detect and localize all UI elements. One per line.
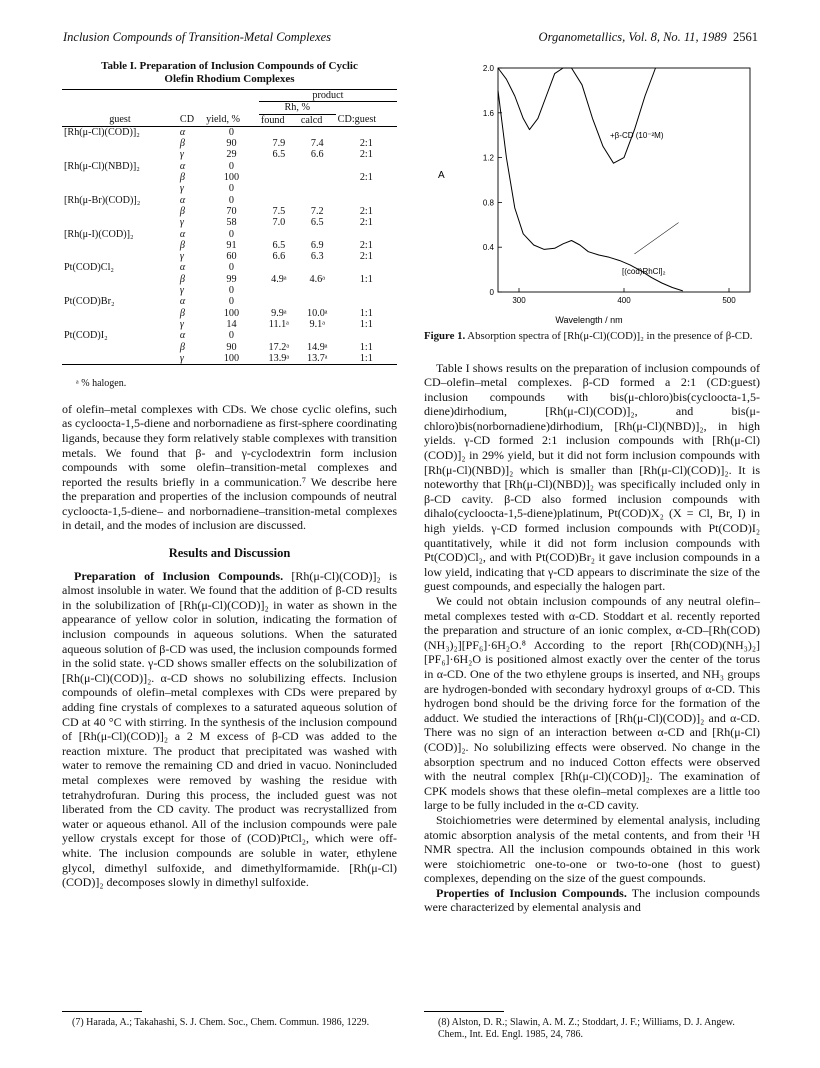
table-cell-calcd: 10.0ᵃ: [306, 307, 328, 319]
table-row: [62, 240, 397, 251]
table-cell-ratio: 2:1: [359, 205, 373, 217]
table-cell-cd: α: [179, 262, 186, 274]
table-row: [62, 330, 397, 341]
table-cell-found: [259, 296, 299, 307]
intro-paragraph: of olefin–metal complexes with CDs. We chose cyclic olefins, such as cycloocta-1,5-diene and norbornadiene as first-sphere coordinating ligands, because they form relatively stable complexes with transition metals. We found that β- and γ-cyclodextrin form inclusion compounds with some olefin–transition-metal complexes and reported the results briefly in a communication.⁷ We describe here the preparation and properties of the inclusion compounds of neutral cycloocta-1,5-diene– and norbornadiene–transition-metal complexes in detail, and the modes of inclusion are discussed.: [62, 401, 397, 533]
table-cell-guest: [62, 342, 178, 353]
x-tick-label: 400: [617, 296, 631, 305]
table-cell-yield: 0: [228, 183, 234, 195]
table-row: [62, 251, 397, 262]
table-cell-found: 6.5: [272, 239, 286, 251]
figure-caption-head: Figure 1.: [424, 330, 466, 342]
table-cell-yield: 100: [223, 307, 240, 319]
footnote-rule-right: [424, 1011, 504, 1012]
right-column: [424, 60, 760, 915]
table-row: [62, 161, 397, 172]
table-cell-cd: γ: [179, 217, 184, 229]
table-cell-ratio: [336, 330, 397, 341]
table-cell-ratio: 2:1: [359, 251, 373, 263]
table-cell-guest: [62, 240, 178, 251]
properties-paragraph: [424, 886, 760, 915]
table-row: [62, 342, 397, 353]
preparation-body: [Rh(μ-Cl)(COD)]₂ is almost insoluble in water. We found that the addition of β-CD results in the solubilization of [Rh(μ-Cl)(COD)]₂ in water as shown in the appearance of yellow color in solution, indicating the formation of inclusion compounds in aqueous solutions. When the saturated aqueous solution of β-CD was used, the inclusion compounds formed in the solid state. γ-CD shows smaller effects on the solubilization of [Rh(μ-Cl)(COD)]₂. α-CD shows no solubilizing effects. Inclusion compounds of olefin–metal complexes with CDs were prepared by adding fine crystals of complexes to a saturated aqueous solution of CD at 40 °C with stirring. In the synthesis of the inclusion compound of [Rh(μ-Cl)(COD)]₂ a 2 M excess of β-CD was added to the reaction mixture. The product that precipitated was washed with water to remove the remaining CD and dried in vacuo. Nonincluded metal complexes were removed by washing the residue with tetrahydrofuran. During this process, the included guest was not liberated from the CD cavity. The product was recrystallized from water or aqueous ethanol. All of the inclusion compounds were pale yellow crystals except for those of (COD)PtCl₂, which were off-white. The inclusion compounds are soluble in water, ethylene glycol, dimethyl sulfoxide, and dimethylformamide. [Rh(μ-Cl)(COD)]₂ decomposes slowly in dimethyl sulfoxide.: [62, 568, 397, 890]
table-cell-yield: 0: [228, 160, 234, 172]
table-cell-guest: [Rh(μ-I)(COD)]₂: [64, 228, 134, 240]
table-cell-cd: β: [179, 307, 185, 319]
table-row: [62, 195, 397, 206]
table-cell-calcd: 13.7ᵃ: [306, 352, 328, 364]
col-found: found: [260, 114, 285, 126]
x-axis-label: Wavelength / nm: [555, 315, 623, 325]
table-cell-ratio: [336, 285, 397, 296]
table-cell-ratio: 1:1: [359, 352, 373, 364]
col-yield: yield, %: [206, 114, 241, 126]
table-cell-cd: γ: [179, 352, 184, 364]
table-cell-found: [259, 285, 299, 296]
table-row: [62, 138, 397, 149]
table-cell-yield: 100: [223, 352, 240, 364]
absorption-spectrum-chart: [424, 60, 760, 328]
table-cell-cd: β: [179, 138, 185, 150]
table-cell-cd: α: [179, 330, 186, 342]
results-paragraph-2: We could not obtain inclusion compounds of any neutral olefin–metal complexes tested with α-CD. Stoddart et al. recently reported the preparation and structure of an ionic complex, α-CD–[Rh(COD)(NH₃)₂][PF₆]·6H₂O.⁸ According to the report [Rh(COD)(NH₃)₂][PF₆]·6H₂O is positioned almost exactly over the center of the torus in α-CD. One of the two ethylene groups is inserted, and NH₃ groups are hydrogen-bonded with secondary hydroxyl groups of α-CD. This hydrogen bond should be the driving force for the formation of the adduct. We studied the interactions of [Rh(μ-Cl)(COD)]₂ and α-CD. There was no sign of an interaction between α-CD and [Rh(μ-Cl)(COD)]₂. No solubilizing effects were observed. No change in the absorption spectrum and no induced Cotton effects were observed with the neutral complex [Rh(μ-Cl)(COD)]₂. The examination of CPK models shows that these olefin–metal complexes are a little too large to be fully included in the α-CD cavity.: [424, 594, 760, 813]
col-cd: CD: [179, 114, 195, 126]
table-cell-yield: 70: [226, 205, 237, 217]
y-tick-label: 1.2: [482, 153, 494, 163]
table-cell-found: [259, 229, 299, 240]
table-cell-guest: [62, 274, 178, 285]
table-cell-found: 7.0: [272, 217, 286, 229]
table-cell-yield: 0: [228, 262, 234, 274]
figure-1: [424, 60, 760, 328]
table-cell-ratio: [336, 262, 397, 273]
table-cell-yield: 100: [223, 172, 240, 184]
table-cell-ratio: 1:1: [359, 318, 373, 330]
table-cell-found: [259, 183, 299, 194]
table-title-line-1: Table I. Preparation of Inclusion Compounds of Cyclic: [101, 60, 358, 72]
footnote-rule-left: [62, 1011, 142, 1012]
table-body: [62, 126, 397, 364]
page-number: 2561: [733, 30, 758, 44]
table-cell-calcd: 14.9ᵃ: [306, 341, 328, 353]
table-cell-calcd: 4.6ᵃ: [309, 273, 326, 285]
table-cell-found: [259, 330, 299, 341]
table-cell-found: 9.9ᵃ: [271, 307, 287, 319]
journal-citation: Organometallics, Vol. 8, No. 11, 1989: [538, 30, 727, 44]
table-cell-cd: β: [179, 172, 185, 184]
table-cell-found: 7.5: [272, 205, 286, 217]
table-cell-guest: [62, 149, 178, 160]
y-tick-label: 0.8: [482, 198, 494, 208]
table-cell-found: 4.9ᵃ: [271, 273, 287, 285]
table-row: [62, 353, 397, 365]
table-cell-yield: 0: [228, 228, 234, 240]
chart-lines: [498, 68, 683, 291]
footnote-8: (8) Alston, D. R.; Slawin, A. M. Z.; Stoddart, J. F.; Williams, D. J. Angew. Chem., Int. Ed. Engl. 1985, 24, 786.: [438, 1017, 735, 1040]
table-row: [62, 126, 397, 138]
table-cell-calcd: [299, 262, 336, 273]
table-row: [62, 285, 397, 296]
section-heading: Results and Discussion: [168, 546, 291, 561]
table-cell-guest: [62, 172, 178, 183]
table-cell-ratio: 1:1: [359, 307, 373, 319]
table-cell-ratio: 2:1: [359, 149, 373, 161]
table-cell-calcd: [299, 229, 336, 240]
results-paragraph-1: Table I shows results on the preparation of inclusion compounds of CD–olefin–metal complexes. β-CD formed a 2:1 (CD:guest) inclusion compounds with bis(μ-chloro)bis(cycloocta-1,5-diene)dirhodium, [Rh(μ-Cl)(COD)]₂, and bis(μ-chloro)bis(norbornadiene)dirhodium, [Rh(μ-Cl)(NBD)]₂, in high yields. γ-CD formed 2:1 inclusion compounds with [Rh(μ-Cl)(COD)]₂ in 29% yield, but it did not form inclusion compounds with [Rh(μ-Cl)(NBD)]₂ which is smaller than [Rh(μ-Cl)(COD)]₂. It is noteworthy that [Rh(μ-Cl)(NBD)]₂ was specifically included only in β-CD cavity. β-CD also formed inclusion compounds with dihalo(cycloocta-1,5-diene)platinum, Pt(COD)X₂ (X = Cl, Br, I) in high yields. γ-CD formed inclusion compounds with Pt(COD)I₂ quantitatively, while it did not form inclusion compounds with Pt(COD)Cl₂, and with Pt(COD)Br₂ it gave inclusion compounds in a low yield, indicating that γ-CD appears to discriminate the size of the guest compounds, and especially the halogen part.: [424, 360, 760, 594]
table-row: [62, 274, 397, 285]
table-cell-guest: [62, 206, 178, 217]
results-paragraph-3: Stoichiometries were determined by elemental analysis, including atomic absorption analysis of the metal contents, and from their ¹H NMR spectra. All the inclusion compounds obtained in this work were stoichiometric one-to-one or two-to-one (host to guest) complexes, depending on the size of the guest compounds.: [424, 812, 760, 886]
table-row: [62, 308, 397, 319]
table-cell-calcd: 6.5: [310, 217, 324, 229]
chart-ticks: [483, 64, 736, 305]
x-tick-label: 500: [722, 296, 736, 305]
properties-body: The inclusion compounds were characterized by elemental analysis and: [424, 885, 760, 915]
table-cell-cd: α: [179, 228, 186, 240]
y-axis-label: A: [438, 170, 445, 181]
table-row: [62, 149, 397, 160]
table-cell-calcd: [299, 161, 336, 172]
table-cell-guest: Pt(COD)Cl₂: [64, 262, 114, 274]
table-cell-yield: 0: [228, 296, 234, 308]
header-product: product: [259, 90, 397, 102]
table-cell-calcd: [299, 285, 336, 296]
table-cell-found: [259, 126, 299, 138]
table-cell-calcd: [299, 172, 336, 183]
table-cell-cd: β: [179, 205, 185, 217]
table-cell-yield: 60: [226, 251, 237, 263]
table-cell-ratio: 1:1: [359, 341, 373, 353]
table-cell-cd: β: [179, 239, 185, 251]
table-cell-ratio: 2:1: [359, 239, 373, 251]
table-cell-ratio: 2:1: [359, 217, 373, 229]
table-cell-yield: 0: [228, 285, 234, 297]
table-cell-cd: α: [179, 160, 186, 172]
table-cell-found: [259, 195, 299, 206]
table-cell-calcd: 9.1ᵃ: [309, 318, 326, 330]
preparation-run-in-heading: Preparation of Inclusion Compounds.: [74, 568, 284, 583]
table-cell-yield: 91: [226, 239, 237, 251]
table-cell-guest: [Rh(μ-Cl)(COD)]₂: [64, 126, 140, 138]
table-cell-guest: Pt(COD)Br₂: [64, 296, 115, 308]
table-title-line-2: Olefin Rhodium Complexes: [164, 72, 295, 85]
table-cell-yield: 58: [226, 217, 237, 229]
running-header-journal: [539, 30, 758, 45]
figure-caption: [424, 330, 760, 343]
table-cell-ratio: [336, 195, 397, 206]
table-cell-guest: [62, 251, 178, 262]
table-cell-calcd: [299, 195, 336, 206]
table-cell-found: 13.9ᵃ: [268, 352, 290, 364]
table-cell-yield: 90: [226, 138, 237, 150]
table-cell-yield: 0: [228, 126, 234, 138]
table-cell-calcd: 7.2: [310, 205, 324, 217]
x-tick-label: 300: [512, 296, 526, 305]
table-row: [62, 296, 397, 307]
table-cell-found: [259, 172, 299, 183]
left-column: [62, 60, 397, 890]
properties-run-in-heading: Properties of Inclusion Compounds.: [436, 885, 627, 900]
table-cell-found: 6.5: [272, 149, 286, 161]
table-cell-ratio: [336, 229, 397, 240]
table-cell-ratio: 2:1: [359, 138, 373, 150]
table-cell-found: 6.6: [272, 251, 286, 263]
table-cell-guest: [62, 308, 178, 319]
series-label-lower: [(cod)RhCl]₂: [622, 267, 666, 276]
col-guest: guest: [109, 114, 131, 126]
table-cell-cd: γ: [179, 183, 184, 195]
table-cell-guest: [62, 183, 178, 194]
table-cell-ratio: [336, 161, 397, 172]
table-cell-found: 17.2ᵃ: [268, 341, 290, 353]
table-cell-guest: [Rh(μ-Br)(COD)]₂: [64, 194, 141, 206]
table-cell-yield: 14: [226, 318, 237, 330]
table-cell-ratio: [336, 183, 397, 194]
table-row: [62, 319, 397, 330]
table-cell-guest: [Rh(μ-Cl)(NBD)]₂: [64, 160, 140, 172]
y-tick-label: 2.0: [482, 64, 494, 73]
table-cell-cd: α: [179, 194, 186, 206]
table-cell-found: [259, 161, 299, 172]
table-cell-cd: β: [179, 341, 185, 353]
table-cell-calcd: 6.9: [310, 239, 324, 251]
table-cell-calcd: [299, 183, 336, 194]
table-cell-yield: 90: [226, 341, 237, 353]
table-row: [62, 217, 397, 228]
footnote-7: (7) Harada, A.; Takahashi, S. J. Chem. Soc., Chem. Commun. 1986, 1229.: [72, 1017, 370, 1028]
table-cell-cd: γ: [179, 149, 184, 161]
table-cell-guest: Pt(COD)I₂: [64, 330, 108, 342]
table-cell-cd: α: [179, 296, 186, 308]
table-cell-yield: 99: [226, 273, 237, 285]
y-tick-label: 0.4: [482, 243, 494, 253]
col-calcd: calcd: [300, 114, 323, 126]
preparation-table: [62, 89, 397, 365]
figure-caption-body: Absorption spectra of [Rh(μ-Cl)(COD)]₂ in the presence of β-CD.: [465, 330, 753, 342]
table-cell-yield: 0: [228, 194, 234, 206]
table-row: [62, 229, 397, 240]
chart-axes: [498, 68, 750, 292]
col-ratio: CD:guest: [337, 114, 377, 126]
table-cell-calcd: [299, 330, 336, 341]
table-cell-cd: γ: [179, 318, 184, 330]
table-cell-ratio: 2:1: [359, 172, 373, 184]
table-cell-guest: [62, 138, 178, 149]
table-cell-calcd: 6.3: [310, 251, 324, 263]
plot-frame: [498, 68, 750, 292]
table-row: [62, 206, 397, 217]
table-cell-ratio: [336, 126, 397, 138]
table-cell-calcd: 7.4: [310, 138, 324, 150]
table-cell-cd: γ: [179, 251, 184, 263]
table-row: [62, 262, 397, 273]
table-cell-guest: [62, 285, 178, 296]
table-cell-ratio: 1:1: [359, 273, 373, 285]
header-rh: Rh, %: [259, 102, 336, 114]
table-title: [62, 60, 397, 85]
table-cell-ratio: [336, 296, 397, 307]
table-cell-yield: 29: [226, 149, 237, 161]
table-cell-found: 7.9: [272, 138, 286, 150]
running-header-title: Inclusion Compounds of Transition-Metal Complexes: [63, 30, 332, 44]
table-footnote: ᵃ % halogen.: [76, 378, 127, 390]
table-cell-cd: γ: [179, 285, 184, 297]
series-line-rh-complex: [498, 90, 683, 291]
table-cell-calcd: 6.6: [310, 149, 324, 161]
label-leader-line: [635, 223, 679, 254]
table-cell-cd: α: [179, 126, 186, 138]
table-cell-cd: β: [179, 273, 185, 285]
table-cell-guest: [62, 319, 178, 330]
y-tick-label: 0: [489, 288, 494, 297]
table-cell-found: 11.1ᵃ: [268, 318, 289, 330]
preparation-paragraph: [62, 569, 397, 890]
table-cell-calcd: [299, 296, 336, 307]
y-tick-label: 1.6: [482, 108, 494, 118]
table-row: [62, 183, 397, 194]
table-cell-guest: [62, 217, 178, 228]
series-label-upper: +β-CD (10⁻²M): [610, 131, 664, 140]
table-cell-yield: 0: [228, 330, 234, 342]
table-cell-calcd: [299, 126, 336, 138]
series-line-beta-cd: [498, 68, 656, 163]
table-cell-guest: [62, 353, 178, 365]
table-cell-found: [259, 262, 299, 273]
table-row: [62, 172, 397, 183]
